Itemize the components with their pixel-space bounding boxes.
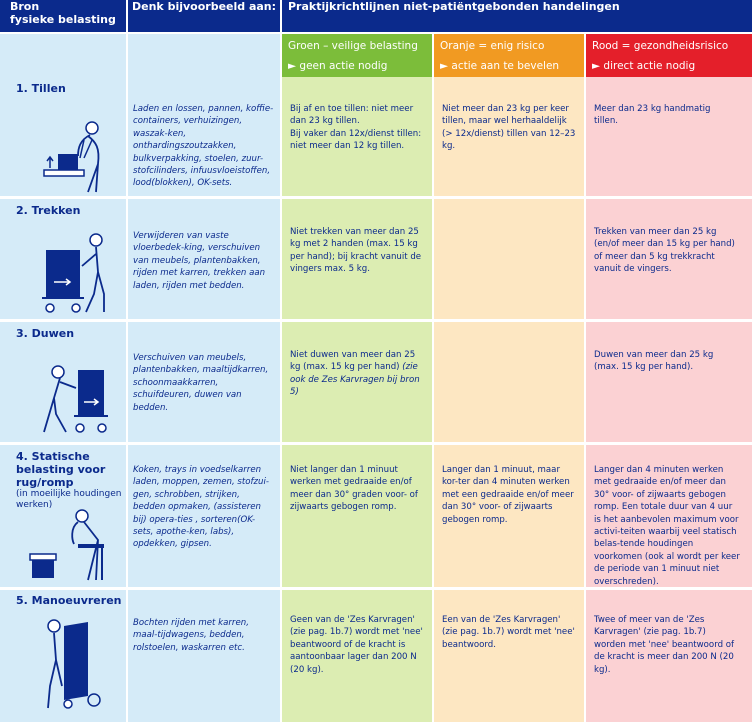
pushing-figure-icon <box>34 352 114 436</box>
row2-orange-cell <box>434 199 584 319</box>
row3-examples: Verschuiven van meubels, plantenbakken, maaltijdkarren, schoonmaakkarren, schuifdeuren, duwen van bedden. <box>133 353 269 413</box>
row2-examples: Verwijderen van vaste vloerbedek-king, verschuiven van meubels, plantenbakken, rijden met karren, trekken aan laden, rijden met bedden. <box>133 231 266 291</box>
row4-name-text: 4. Statische belasting voor rug/romp <box>16 450 106 489</box>
row1-orange: Niet meer dan 23 kg per keer tillen, maar wel herhaaldelijk (> 12x/dienst) tillen van 12–23 kg. <box>442 104 576 152</box>
row2-red: Trekken van meer dan 25 kg (en/of meer dan 15 kg per hand) of meer dan 5 kg trekkracht vanuit de vingers. <box>594 227 735 275</box>
lifting-figure-icon <box>40 118 116 194</box>
row5-examples-cell <box>128 590 280 722</box>
bending-figure-icon <box>26 500 110 584</box>
row4-red: Langer dan 4 minuten werken met gedraaide en/of meer dan 30° voor- of zijwaarts gebogen romp. Een totale duur van 4 uur is het aanbevolen maximum voor activi-teiten waarbij veel statisch belas-tende houdingen voorkomen (ook al wordt per keer de periode van 1 minuut niet overschreden). <box>594 465 740 587</box>
red-level-header: Rood = gezondheidsrisico ► direct actie nodig <box>586 34 752 77</box>
header-examples: Denk bijvoorbeeld aan: <box>128 0 280 32</box>
row3-green-note: (zie ook de Zes Karvragen bij bron 5) <box>290 362 420 398</box>
pulling-figure-icon <box>40 232 116 316</box>
row5-orange: Een van de 'Zes Karvragen' (zie pag. 1b.7) wordt met 'nee' beantwoord. <box>442 615 575 650</box>
row5-examples: Bochten rijden met karren, maal-tijdwagens, bedden, rolstoelen, waskarren etc. <box>133 618 249 653</box>
row3-name: 3. Duwen <box>16 327 75 340</box>
row2-green: Niet trekken van meer dan 25 kg met 2 handen (max. 15 kg per hand); bij kracht vanuit de vingers max. 5 kg. <box>290 227 422 275</box>
row5-green: Geen van de 'Zes Karvragen' (zie pag. 1b.7) wordt met 'nee' beantwoord of de kracht is aantoonbaar lager dan 200 N (20 kg). <box>290 615 423 675</box>
row4-green: Niet langer dan 1 minuut werken met gedraaide en/of meer dan 30° graden voor- of zijwaarts gebogen romp. <box>290 465 418 513</box>
row4-name-sub: (in moeilijke houdingen werken) <box>16 489 122 510</box>
row3-orange-cell <box>434 322 584 442</box>
row5-name: 5. Manoeuvreren <box>16 594 122 607</box>
row3-red-cell <box>586 322 752 442</box>
row4-orange: Langer dan 1 minuut, maar kor-ter dan 4 minuten werken met een gedraaide en/of meer dan 30° voor- of zijwaarts gebogen romp. <box>442 465 574 525</box>
green-level-header: Groen – veilige belasting ► geen actie nodig <box>282 34 432 77</box>
row1-red-cell <box>586 77 752 196</box>
row4-examples: Koken, trays in voedselkarren laden, moppen, zemen, stofzui-gen, schrobben, strijken, bedden opmaken, (assisteren bij) opera-ties , sorteren(OK-sets, apothe-ken, labs), opdekken, gipsen. <box>133 465 269 550</box>
orange-level-header: Oranje = enig risico ► actie aan te bevelen <box>434 34 584 77</box>
header-source: Bron fysieke belasting <box>0 0 126 32</box>
row5-orange-cell <box>434 590 584 722</box>
maneuvering-figure-icon <box>44 616 114 712</box>
header-guidelines: Praktijkrichtlijnen niet-patiëntgebonden handelingen <box>282 0 752 32</box>
row1-green: Bij af en toe tillen: niet meer dan 23 kg tillen. Bij vaker dan 12x/dienst tillen: niet meer dan 12 kg tillen. <box>290 104 422 152</box>
row1-examples: Laden en lossen, pannen, koffie-containers, verhuizingen, waszak-ken, onthardingszoutzakken, bulkverpakking, stoelen, zuur-stofcilinders, infuusvloeistoffen, lood(blokken), OK-sets. <box>133 104 274 189</box>
row1-red: Meer dan 23 kg handmatig tillen. <box>594 104 711 127</box>
row3-green: Niet duwen van meer dan 25 kg (max. 15 kg per hand) (zie ook de Zes Karvragen bij bron 5) <box>290 350 420 398</box>
row1-name: 1. Tillen <box>16 82 66 95</box>
row5-red: Twee of meer van de 'Zes Karvragen' (zie pag. 1b.7) worden met 'nee' beantwoord of de kracht is meer dan 200 N (20 kg). <box>594 615 735 675</box>
row3-red: Duwen van meer dan 25 kg (max. 15 kg per hand). <box>594 350 714 373</box>
row2-name: 2. Trekken <box>16 204 81 217</box>
